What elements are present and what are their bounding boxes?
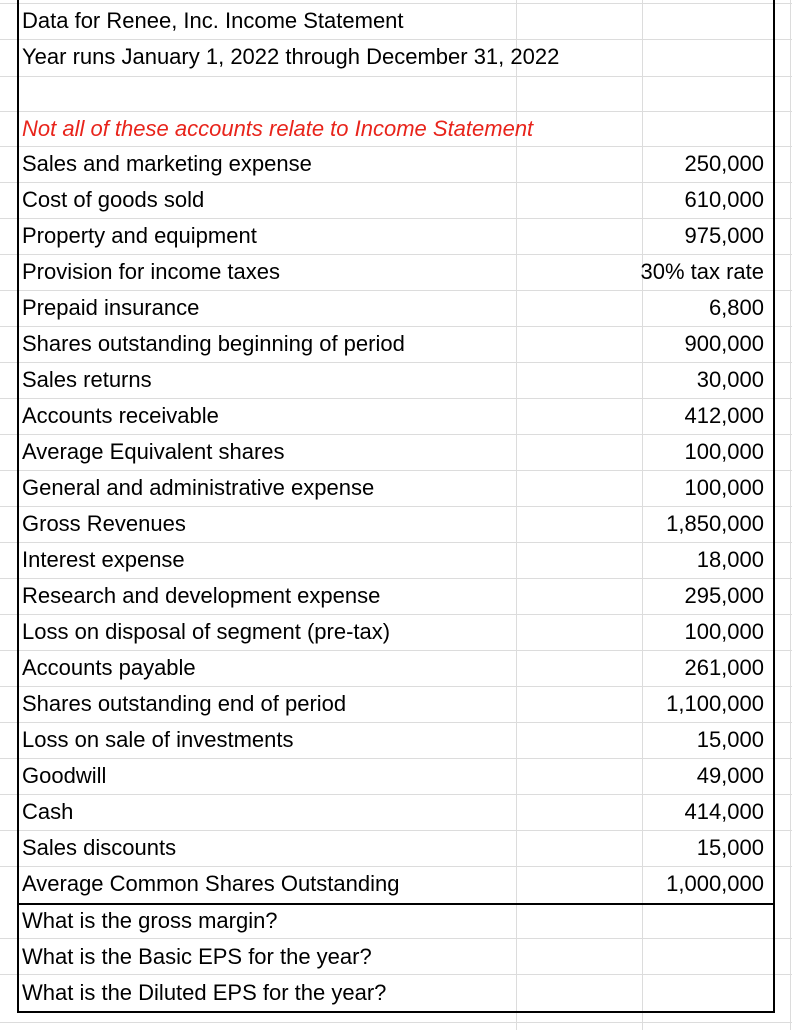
account-label[interactable]: Goodwill bbox=[22, 763, 107, 788]
account-label[interactable]: Loss on disposal of segment (pre-tax) bbox=[22, 619, 391, 644]
gridline bbox=[0, 758, 792, 759]
account-value[interactable]: 49,000 bbox=[696, 763, 764, 788]
account-value[interactable]: 100,000 bbox=[684, 475, 764, 500]
account-label[interactable]: General and administrative expense bbox=[22, 475, 375, 500]
account-value[interactable]: 610,000 bbox=[684, 187, 764, 212]
account-label[interactable]: Accounts payable bbox=[22, 655, 196, 680]
account-value[interactable]: 295,000 bbox=[684, 583, 764, 608]
account-value[interactable]: 100,000 bbox=[684, 439, 764, 464]
account-value[interactable]: 18,000 bbox=[696, 547, 764, 572]
account-label[interactable]: Sales discounts bbox=[22, 835, 177, 860]
account-value[interactable]: 100,000 bbox=[684, 619, 764, 644]
account-value[interactable]: 15,000 bbox=[696, 727, 764, 752]
account-value[interactable]: 15,000 bbox=[696, 835, 764, 860]
account-label[interactable]: Property and equipment bbox=[22, 223, 257, 248]
question-gross-margin[interactable]: What is the gross margin? bbox=[22, 908, 278, 933]
gridline bbox=[0, 794, 792, 795]
account-label[interactable]: Interest expense bbox=[22, 547, 185, 572]
gridline bbox=[642, 0, 643, 1030]
account-label[interactable]: Average Equivalent shares bbox=[22, 439, 285, 464]
account-label[interactable]: Prepaid insurance bbox=[22, 295, 200, 320]
gridline bbox=[0, 974, 792, 975]
account-value[interactable]: 1,100,000 bbox=[666, 691, 764, 716]
account-value[interactable]: 412,000 bbox=[684, 403, 764, 428]
gridline bbox=[516, 0, 517, 1030]
sheet-period[interactable]: Year runs January 1, 2022 through December 31, 2022 bbox=[22, 44, 560, 69]
account-label[interactable]: Provision for income taxes bbox=[22, 259, 280, 284]
account-value[interactable]: 975,000 bbox=[684, 223, 764, 248]
gridline bbox=[790, 0, 791, 1030]
account-value[interactable]: 414,000 bbox=[684, 799, 764, 824]
account-label[interactable]: Cash bbox=[22, 799, 74, 824]
account-label[interactable]: Shares outstanding beginning of period bbox=[22, 331, 405, 356]
account-label[interactable]: Cost of goods sold bbox=[22, 187, 205, 212]
account-label[interactable]: Research and development expense bbox=[22, 583, 381, 608]
question-diluted-eps[interactable]: What is the Diluted EPS for the year? bbox=[22, 980, 387, 1005]
account-label[interactable]: Loss on sale of investments bbox=[22, 727, 294, 752]
account-value[interactable]: 261,000 bbox=[684, 655, 764, 680]
account-label[interactable]: Accounts receivable bbox=[22, 403, 219, 428]
account-label[interactable]: Gross Revenues bbox=[22, 511, 186, 536]
question-basic-eps[interactable]: What is the Basic EPS for the year? bbox=[22, 944, 372, 969]
table-border-right bbox=[773, 0, 775, 1012]
table-border-left bbox=[17, 0, 19, 1012]
account-label[interactable]: Average Common Shares Outstanding bbox=[22, 871, 400, 896]
gridline bbox=[0, 1022, 792, 1023]
note-text[interactable]: Not all of these accounts relate to Income Statement bbox=[22, 116, 534, 141]
account-label[interactable]: Sales returns bbox=[22, 367, 152, 392]
account-value[interactable]: 30,000 bbox=[696, 367, 764, 392]
account-label[interactable]: Shares outstanding end of period bbox=[22, 691, 347, 716]
account-value[interactable]: 1,850,000 bbox=[666, 511, 764, 536]
sheet-title[interactable]: Data for Renee, Inc. Income Statement bbox=[22, 8, 404, 33]
table-border-bottom bbox=[17, 1011, 775, 1013]
gridline bbox=[0, 938, 792, 939]
account-value[interactable]: 1,000,000 bbox=[666, 871, 764, 896]
account-value[interactable]: 30% tax rate bbox=[640, 259, 764, 284]
account-label[interactable]: Sales and marketing expense bbox=[22, 151, 312, 176]
account-value[interactable]: 6,800 bbox=[708, 295, 764, 320]
account-value[interactable]: 250,000 bbox=[684, 151, 764, 176]
account-value[interactable]: 900,000 bbox=[684, 331, 764, 356]
gridline bbox=[0, 76, 792, 77]
